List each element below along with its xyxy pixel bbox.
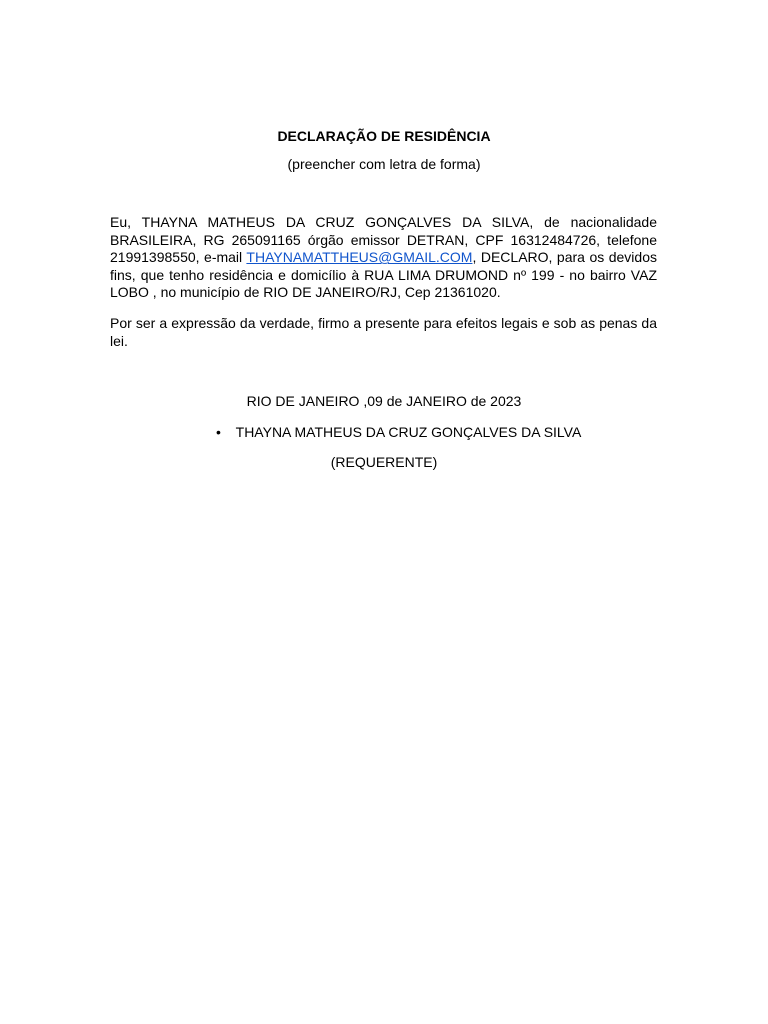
document-subtitle: (preencher com letra de forma) (287, 156, 481, 172)
signer-name: THAYNA MATHEUS DA CRUZ GONÇALVES DA SILVA (235, 424, 582, 440)
signer-line (205, 423, 581, 441)
signer-role: (REQUERENTE) (330, 454, 438, 470)
declaration-text-after-email: , DECLARO, para os devidos fins, que tenho residência e domicílio à RUA LIMA DRUMOND nº 199 - no bairro VAZ LOBO , no município de RIO DE JANEIRO/RJ, Cep 21361020. (110, 249, 657, 301)
place-and-date: RIO DE JANEIRO ,09 de JANEIRO de 2023 (246, 393, 522, 409)
bullet-icon: • (216, 424, 221, 440)
document-title: DECLARAÇÃO DE RESIDÊNCIA (277, 128, 491, 144)
truth-statement-paragraph: Por ser a expressão da verdade, firmo a presente para efeitos legais e sob as penas da lei. (110, 315, 657, 349)
declaration-text-before-email: Eu, THAYNA MATHEUS DA CRUZ GONÇALVES DA SILVA, de nacionalidade BRASILEIRA, RG 265091165 órgão emissor DETRAN, CPF 16312484726, telefone 21991398550, e-mail (110, 214, 657, 266)
declaration-paragraph (110, 214, 657, 302)
email-link[interactable]: THAYNAMATTHEUS@GMAIL.COM (246, 249, 473, 266)
